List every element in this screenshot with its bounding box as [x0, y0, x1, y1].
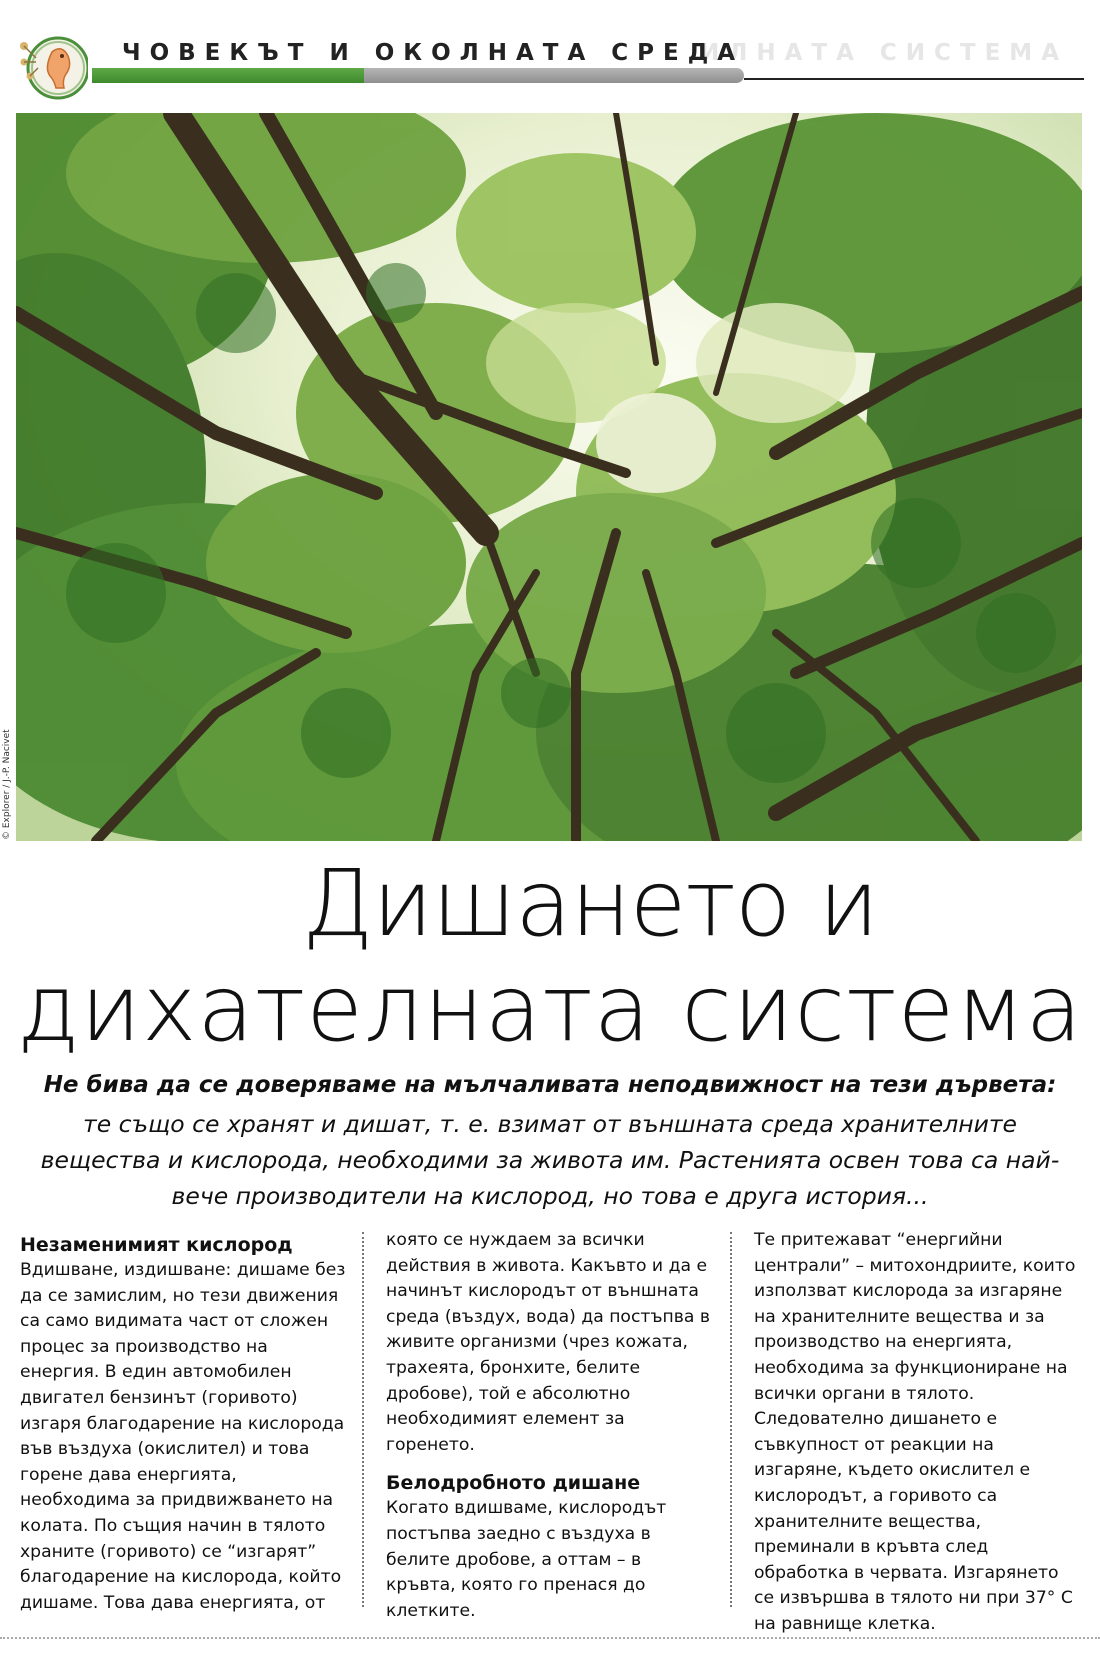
section-logo-icon — [18, 32, 88, 102]
column-3 — [754, 1228, 1084, 1638]
column-1 — [20, 1232, 350, 1616]
lead-text: те също се хранят и дишат, т. е. взимат от външната среда хранителните вещества и кислорода, необходими за живота им. Растенията освен това са най-вече производители на кислород, но това е друга история... — [40, 1110, 1060, 1210]
lead-bold: Не бива да се доверяваме на мълчаливата неподвижност на тези дървета: — [43, 1072, 1057, 1098]
col2-text: която се нуждаем за всички действия в живота. Какъвто и да е начинът кислородът от външната среда (въздух, вода) да постъпва в живите организми (чрез кожата, трахеята, бронхите, белите дробове), той е абсолютно необходимият елемент за горенето. — [386, 1230, 711, 1455]
bottom-rule — [0, 1637, 1100, 1639]
col1-text: Вдишване, издишване: дишаме без да се замислим, но тези движения са само видимата част от сложен процес за производство на енергия. В един автомобилен двигател бензинът (горивото) изгаря благодарение на кислорода във въздуха (окислител) и това горене дава енергията, необходима за придвижването на колата. По същия начин в тялото храните (горивото) се “изгарят” благодарение на кислорода, който дишаме. Това дава енергията, от — [20, 1260, 346, 1613]
page-header — [0, 22, 1100, 112]
col2-text2: Когато вдишваме, кислородът постъпва заедно с въздуха в белите дробове, а оттам – в кръвта, която го пренася до клетките. — [386, 1498, 667, 1621]
header-bar-green — [92, 68, 364, 83]
header-rule — [744, 78, 1084, 80]
col3-text: Те притежават “енергийни централи” – митохондриите, които използват кислорода за изгаряне на хранителните вещества и за производство на енергията, необходима за функциониране на всички органи в тялото. Следователно дишането е съвкупност от реакции на изгаряне, където окислител е кислородът, а горивото са хранителните вещества, преминали в кръвта след обработка в червата. Изгарянето се извършва в тялото ни при 37° C на равнище клетка. — [754, 1230, 1076, 1634]
col1-heading: Незаменимият кислород — [20, 1234, 293, 1256]
section-title: ЧОВЕКЪТ И ОКОЛНАТА СРЕДА — [122, 40, 745, 66]
photo-credit: © Explorer / J.-P. Nacivet — [2, 729, 12, 840]
col2-heading: Белодробното дишане — [386, 1472, 641, 1495]
header-bar-gray — [364, 68, 744, 83]
column-separator — [730, 1232, 732, 1607]
article-title-line2: дихателната система — [17, 955, 1083, 1062]
column-separator — [362, 1232, 364, 1607]
forest-canopy-photo — [16, 113, 1082, 841]
column-2 — [386, 1228, 716, 1624]
article-title-line1: Дишането и — [301, 850, 879, 957]
ghost-title: ИЛНАТА СИСТЕМА — [700, 40, 1068, 66]
